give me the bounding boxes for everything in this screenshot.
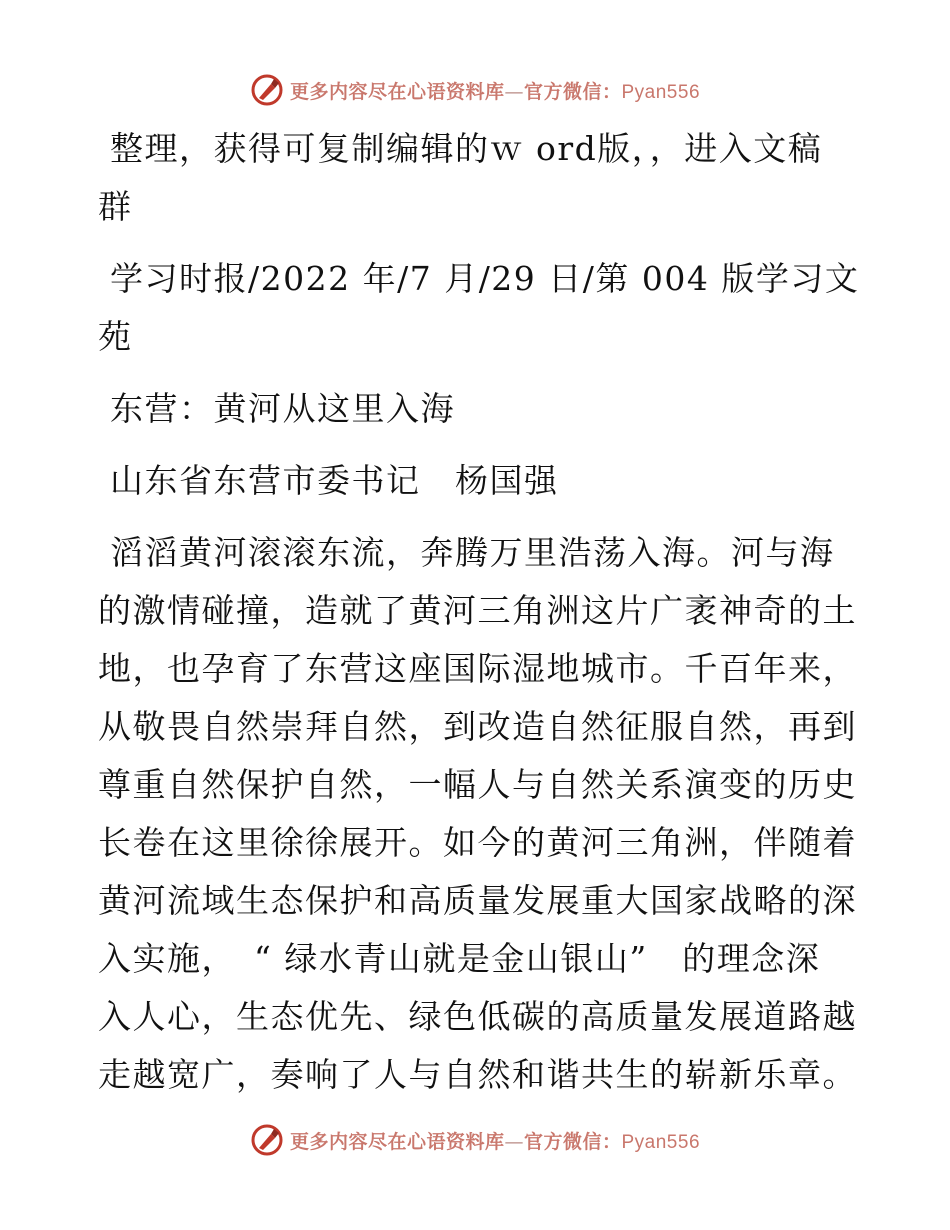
text-line: 学习时报/2022 年/7 月/29 日/第 004 版学习文 <box>110 259 860 298</box>
text-line: 群 <box>98 187 133 226</box>
header-banner <box>0 70 950 110</box>
text-line: 东营：黄河从这里入海 <box>110 389 455 428</box>
text-line: 整理，获得可复制编辑的ｗ ord版，，进入文稿 <box>110 129 823 168</box>
pen-nib-logo-icon <box>250 73 284 107</box>
paragraph-source <box>98 250 860 366</box>
text-line: 黄河流域生态保护和高质量发展重大国家战略的深 <box>98 881 857 920</box>
text-line: 地，也孕育了东营这座国际湿地城市。千百年来， <box>98 649 857 688</box>
paragraph-intro <box>98 120 848 236</box>
text-line: 苑 <box>98 317 133 356</box>
paragraph-body <box>98 524 857 1104</box>
text-line: 入实施， “ 绿水青山就是金山银山” 的理念深 <box>98 939 821 978</box>
pen-nib-logo-icon <box>250 1123 284 1157</box>
text-line: 尊重自然保护自然，一幅人与自然关系演变的历史 <box>98 765 857 804</box>
banner-site-text: 更多内容尽在心语资料库 <box>289 1130 505 1153</box>
banner-wechat-label: 官方微信： <box>523 1130 622 1153</box>
text-line: 山东省东营市委书记 杨国强 <box>110 461 559 500</box>
banner-wechat-label: 官方微信： <box>523 80 622 103</box>
text-line: 滔滔黄河滚滚东流，奔腾万里浩荡入海。河与海 <box>110 533 835 572</box>
text-line: 从敬畏自然崇拜自然，到改造自然征服自然，再到 <box>98 707 857 746</box>
banner-separator: — <box>504 80 524 103</box>
article-author <box>98 452 848 510</box>
banner-site-text: 更多内容尽在心语资料库 <box>289 80 505 103</box>
banner-separator: — <box>504 1130 524 1153</box>
text-line: 的激情碰撞，造就了黄河三角洲这片广袤神奇的土 <box>98 591 857 630</box>
document-body <box>98 120 860 1104</box>
footer-banner <box>0 1120 950 1160</box>
banner-text <box>290 1127 700 1154</box>
text-line: 长卷在这里徐徐展开。如今的黄河三角洲，伴随着 <box>98 823 857 862</box>
text-line: 入人心，生态优先、绿色低碳的高质量发展道路越 <box>98 997 857 1036</box>
article-title <box>98 380 848 438</box>
banner-wechat-id: Pyan556 <box>621 1131 701 1153</box>
banner-text <box>290 77 700 104</box>
banner-wechat-id: Pyan556 <box>621 81 701 103</box>
text-line: 走越宽广，奏响了人与自然和谐共生的崭新乐章。 <box>98 1055 857 1094</box>
